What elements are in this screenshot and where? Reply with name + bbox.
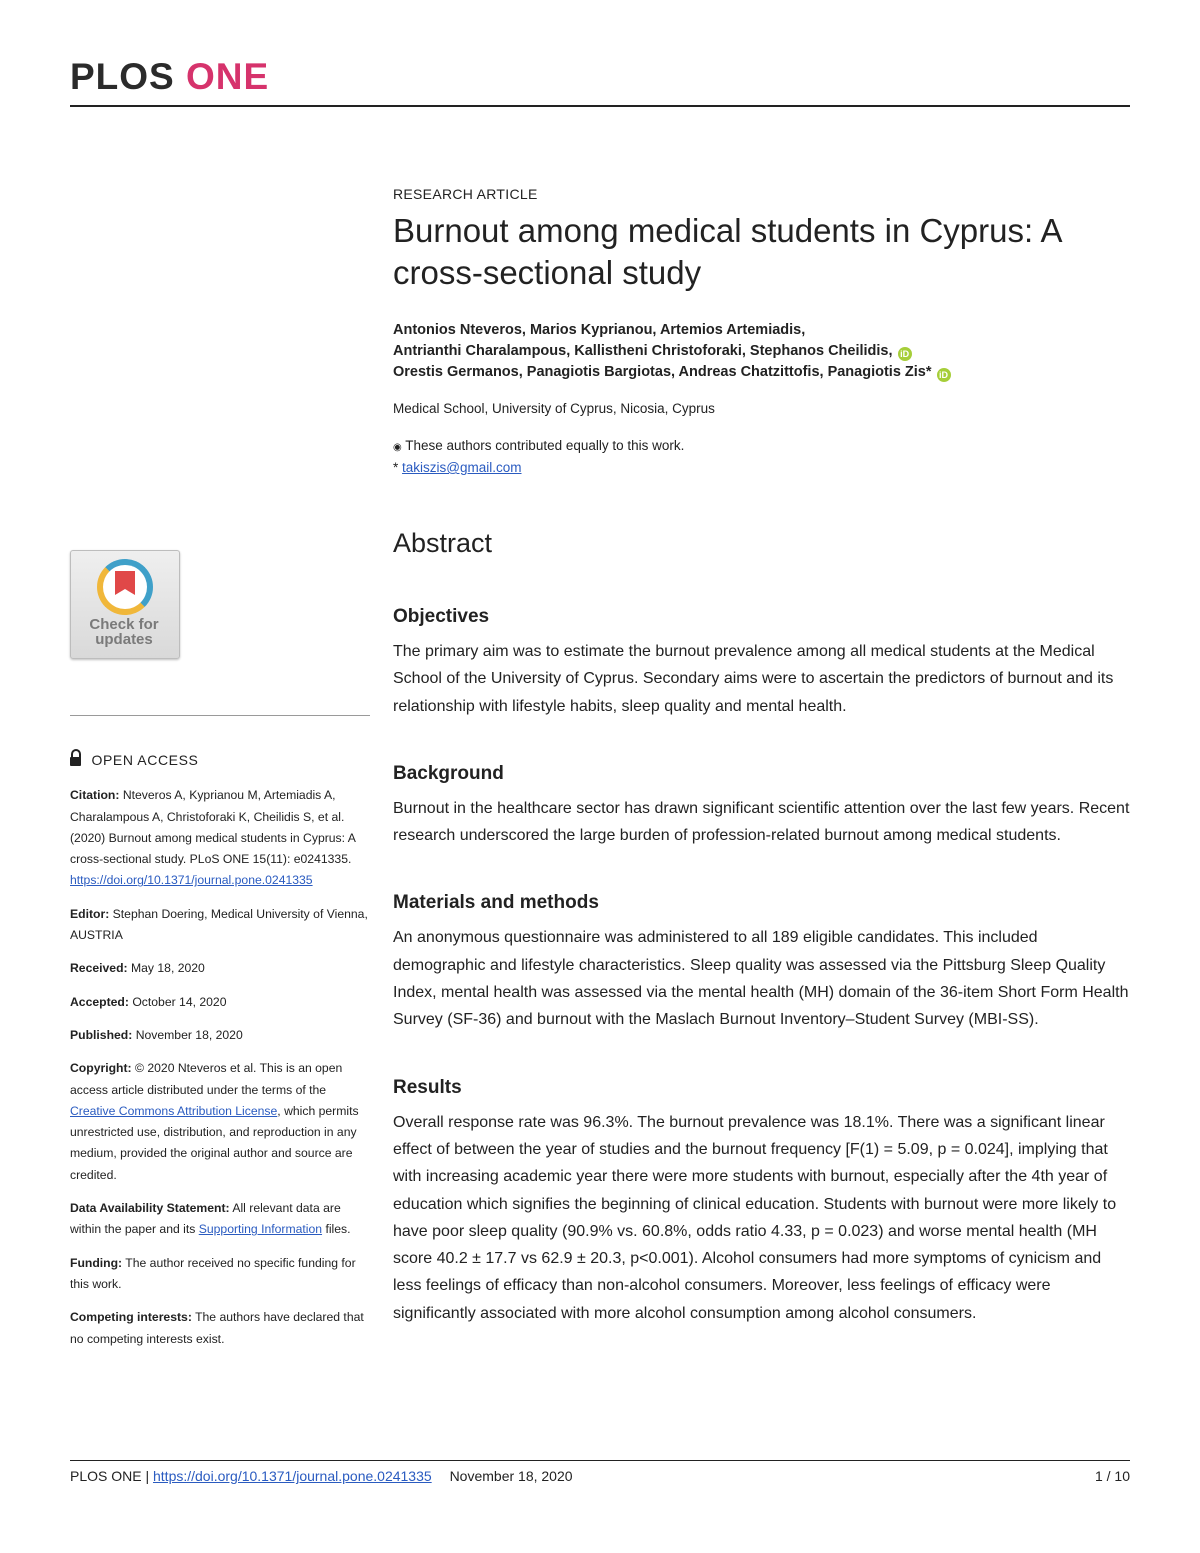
published-text: November 18, 2020	[135, 1027, 243, 1042]
published-label: Published:	[70, 1027, 133, 1042]
competing-interests	[70, 1307, 370, 1350]
logo-plos: PLOS	[70, 56, 175, 97]
citation-doi-link[interactable]: https://doi.org/10.1371/journal.pone.0241335	[70, 873, 313, 888]
editor	[70, 904, 370, 947]
affiliation: Medical School, University of Cyprus, Nicosia, Cyprus	[393, 401, 715, 416]
open-lock-icon	[70, 757, 81, 766]
section-text-methods: An anonymous questionnaire was administered to all 189 eligible candidates. This included demographic and lifestyle characteristics. Sleep quality was assessed via the Pittsburg Sleep Quality Index, mental health was assessed via the mental health (MH) domain of the 36-item Short Form Health Survey (SF-36) and burnout with the Maslach Burnout Inventory–Student Survey (MBI-SS).	[393, 929, 1129, 1029]
editor-text: Stephan Doering, Medical University of Vienna, AUSTRIA	[70, 906, 368, 943]
funding-label: Funding:	[70, 1255, 123, 1270]
citation-label: Citation:	[70, 788, 120, 803]
crossmark-label: Check for updates	[89, 616, 159, 648]
copyright-text: © 2020 Nteveros et al. This is an open access article distributed under the terms of the	[70, 1061, 343, 1097]
competing-interests-label: Competing interests:	[70, 1310, 192, 1325]
section-heading-background: Background	[393, 762, 504, 784]
corresponding-mark: *	[393, 460, 399, 475]
section-heading-results: Results	[393, 1076, 462, 1098]
copyright-text-end: , which permits unrestricted use, distribution, and reproduction in any medium, provided the original author and source are credited.	[70, 1103, 359, 1182]
main-column	[393, 186, 1130, 1327]
page-number: 1 / 10	[1094, 1468, 1130, 1484]
footer-divider	[70, 1460, 1130, 1461]
footer-journal: PLOS ONE |	[70, 1468, 150, 1484]
corresponding-author-note	[393, 458, 1130, 478]
logo-one: ONE	[186, 56, 270, 97]
supporting-information-link[interactable]: Supporting Information	[198, 1222, 323, 1237]
authors-line-3	[393, 362, 1130, 383]
sidebar-divider	[70, 715, 370, 716]
license-link[interactable]: Creative Commons Attribution License	[70, 1103, 278, 1118]
section-text-background: Burnout in the healthcare sector has drawn significant scientific attention over the last few years. Recent research underscored the large burden of profession-related burnout among medical students.	[393, 799, 1130, 845]
section-heading-objectives: Objectives	[393, 606, 490, 627]
article-type: RESEARCH ARTICLE	[393, 186, 538, 202]
abstract-heading: Abstract	[393, 528, 493, 558]
data-availability-text: All relevant data are within the paper and its	[70, 1201, 341, 1237]
section-text-objectives: The primary aim was to estimate the burnout prevalence among all medical students at the Medical School of the University of Cyprus. Secondary aims were to ascertain the predictors of burnout and its relationship with lifestyle habits, sleep quality and mental health.	[393, 643, 1114, 715]
sidebar	[70, 750, 370, 1362]
header-divider	[70, 105, 1130, 107]
author-names: Antonios Nteveros, Marios Kyprianou, Artemios Artemiadis,	[393, 322, 806, 338]
accepted-label: Accepted:	[70, 994, 129, 1009]
page-footer	[70, 1468, 1130, 1484]
data-availability-text-end: files.	[325, 1222, 351, 1237]
received-text: May 18, 2020	[130, 961, 205, 976]
check-for-updates-badge[interactable]	[70, 550, 180, 659]
author-names: Orestis Germanos, Panagiotis Bargiotas, Andreas Chatzittofis, Panagiotis Zis*	[393, 364, 932, 380]
section-text-results: Overall response rate was 96.3%. The burnout prevalence was 18.1%. There was a significant linear effect of between the year of studies and the burnout frequency [F(1) = 5.09, p = 0.024], implying that with increasing academic year there were more students with burnout, especially after the 4th year of education which signifies the beginning of clinical education. Students with burnout were more likely to have poor sleep quality (90.9% vs. 60.8%, odds ratio 4.33, p = 0.023) and worse mental health (MH score 40.2 ± 17.7 vs 62.9 ± 20.3, p<0.001). Alcohol consumers had more symptoms of cynicism and less feelings of efficacy than non-alcohol consumers. Moreover, less feelings of efficacy were significantly associated with more alcohol consumption among alcohol consumers.	[393, 1113, 1117, 1322]
accepted-date	[70, 992, 370, 1013]
orcid-icon[interactable]: iD	[898, 347, 912, 361]
footer-date: November 18, 2020	[449, 1468, 573, 1484]
citation	[70, 785, 370, 891]
funding-text: The author received no specific funding for this work.	[70, 1255, 356, 1291]
copyright-label: Copyright:	[70, 1061, 132, 1076]
competing-interests-text: The authors have declared that no competing interests exist.	[70, 1310, 364, 1346]
citation-text: Nteveros A, Kyprianou M, Artemiadis A, Charalampous A, Christoforaki K, Cheilidis S, et al. (2020) Burnout among medical students in Cyprus: A cross-sectional study. PLoS ONE 15(11): e0241335.	[70, 788, 356, 867]
received-label: Received:	[70, 961, 128, 976]
email-link[interactable]: takiszis@gmail.com	[402, 460, 522, 475]
equal-contribution-note	[393, 436, 1130, 458]
copyright	[70, 1058, 370, 1186]
journal-logo	[70, 58, 269, 95]
editor-label: Editor:	[70, 906, 110, 921]
open-access-label	[70, 750, 370, 771]
data-availability	[70, 1198, 370, 1241]
data-availability-label: Data Availability Statement:	[70, 1201, 230, 1216]
authors-line-2	[393, 341, 1130, 362]
accepted-text: October 14, 2020	[132, 994, 227, 1009]
article-title: Burnout among medical students in Cyprus: A cross-sectional study	[393, 212, 1061, 291]
footer-doi-link[interactable]: https://doi.org/10.1371/journal.pone.0241335	[153, 1468, 432, 1484]
equal-contribution-text: These authors contributed equally to this work.	[405, 438, 685, 453]
equal-contribution-icon: ◉	[393, 442, 402, 453]
open-access-text: OPEN ACCESS	[91, 752, 199, 768]
author-names: Antrianthi Charalampous, Kallistheni Christoforaki, Stephanos Cheilidis,	[393, 343, 893, 359]
author-list	[393, 320, 1130, 383]
received-date	[70, 958, 370, 979]
published-date	[70, 1025, 370, 1046]
authors-line-1	[393, 320, 1130, 341]
author-notes	[393, 436, 1130, 478]
funding	[70, 1253, 370, 1296]
orcid-icon[interactable]: iD	[937, 368, 951, 382]
section-heading-methods: Materials and methods	[393, 892, 599, 914]
